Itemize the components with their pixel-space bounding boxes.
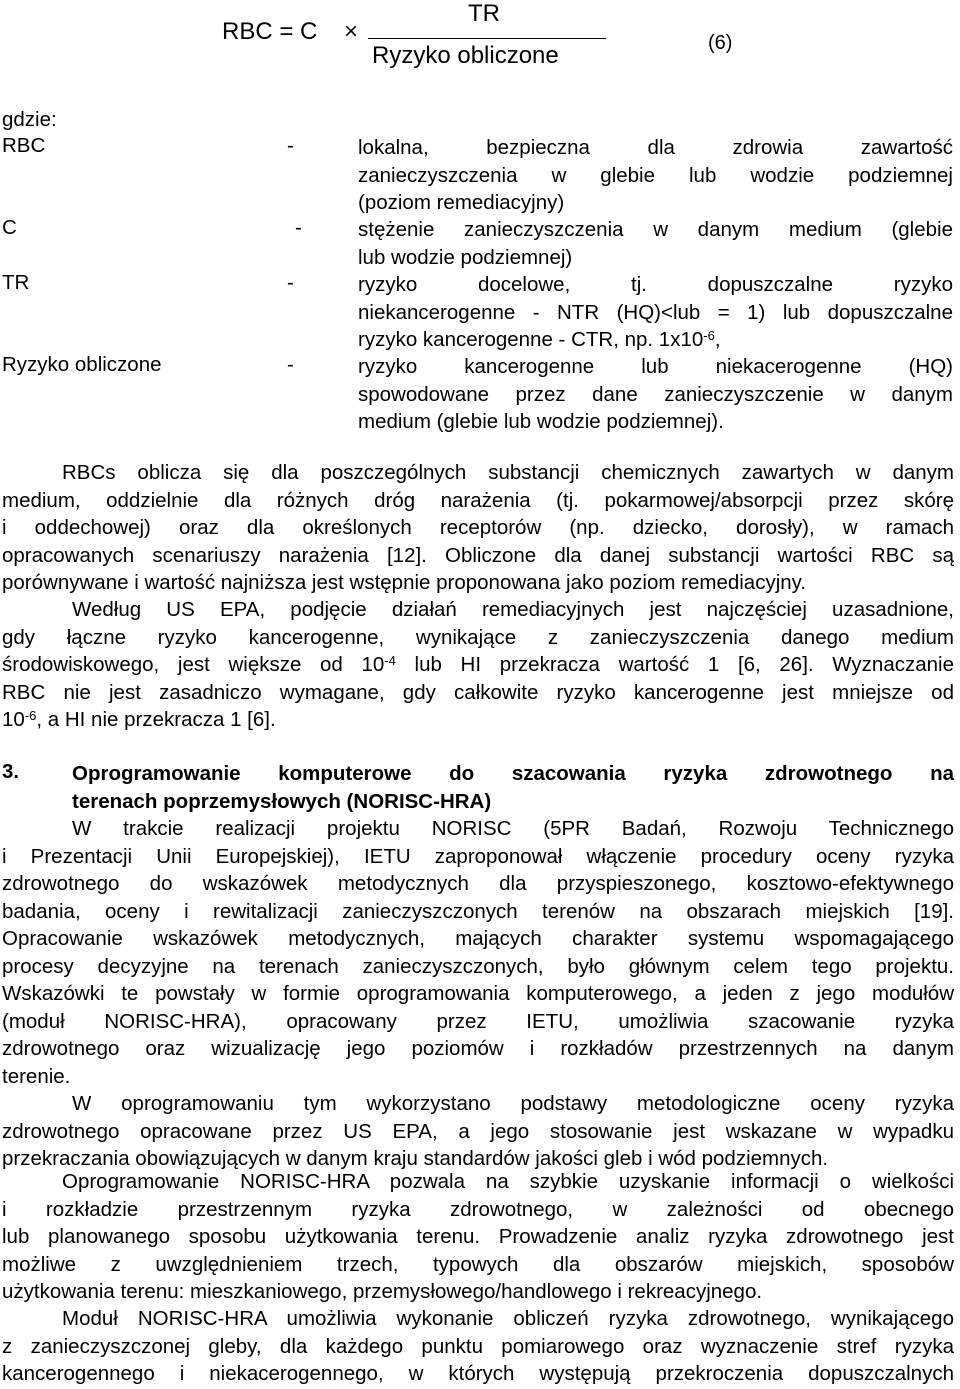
superscript: -6: [24, 708, 37, 723]
text-line: i rozkładzie przestrzennym ryzyka zdrowotnego, w zależności od obecnego: [2, 1197, 954, 1221]
text-line: procesy decyzyjne na terenach zanieczyszczonych, było głównym celem tego projektu.: [2, 954, 954, 978]
paragraph: [2, 1090, 954, 1173]
text-line: i Prezentacji Unii Europejskiej), IETU zaproponował włączenie procedury oceny ryzyka: [2, 844, 954, 868]
paragraph: [2, 1168, 954, 1306]
text-line: Moduł NORISC-HRA umożliwia wykonanie obliczeń ryzyka zdrowotnego, wynikającego: [62, 1307, 954, 1330]
text-line: [2, 651, 954, 679]
formula: [0, 0, 960, 80]
fraction-bar: [368, 38, 606, 39]
paragraph: [2, 596, 954, 734]
paragraph: [2, 1305, 954, 1388]
superscript: -4: [384, 653, 396, 668]
definition-term-c: C: [2, 216, 17, 239]
paragraph: [2, 459, 954, 597]
text-line: lokalna, bezpieczna dla zdrowia zawartość: [358, 136, 953, 159]
text-line: ryzyko docelowe, tj. dopuszczalne ryzyko: [358, 273, 953, 296]
text-line: lub wodzie podziemnej): [358, 245, 573, 269]
text-line: zdrowotnego oraz wizualizację jego poziomów i rozkładów przestrzennych na danym: [2, 1037, 954, 1060]
text-line: opracowanych scenariuszy narażenia [12]. Obliczone dla danej substancji wartości RBC są: [2, 543, 954, 567]
text-line: ryzyko kancerogenne lub niekacerogenne (HQ): [358, 355, 953, 378]
text-line: Oprogramowanie komputerowe do szacowania ryzyka zdrowotnego na: [72, 762, 954, 785]
text-line: z zanieczyszczonej gleby, dla każdego punktu pomiarowego oraz wyznaczenie stref ryzyka: [2, 1334, 954, 1358]
definition-desc-rbc: [358, 134, 953, 217]
text-line: W oprogramowaniu tym wykorzystano podstawy metodologiczne oceny ryzyka: [72, 1092, 954, 1115]
text-line: terenach poprzemysłowych (NORISC-HRA): [72, 789, 492, 813]
definition-desc-c: [358, 216, 953, 271]
equation-number: (6): [708, 32, 733, 54]
text-line: Wskazówki te powstały w formie oprogramowania komputerowego, a jeden z jego modułów: [2, 982, 954, 1005]
text-line: badania, oceny i rewitalizacji zanieczyszczonych terenów na obszarach miejskich [19].: [2, 899, 954, 923]
text-line: (poziom remediacyjny): [358, 191, 565, 214]
text-line: Opracowanie wskazówek metodycznych, mających charakter systemu wspomagającego: [2, 927, 954, 950]
paragraph: [2, 815, 954, 1090]
section-heading: [2, 760, 954, 816]
text-line: [2, 706, 954, 734]
text-line: możliwe z uwzględnieniem trzech, typowych dla obszarów miejskich, sposobów: [2, 1252, 954, 1276]
text-line: gdy łączne ryzyko kancerogenne, wynikające z zanieczyszczenia danego medium: [2, 625, 954, 649]
text-line: (moduł NORISC-HRA), opracowany przez IETU, umożliwia szacowanie ryzyka: [2, 1009, 954, 1033]
text-fragment: ,: [714, 328, 721, 351]
text-line: zdrowotnego do wskazówek metodycznych dla przyspieszonego, kosztowo-efektywnego: [2, 872, 954, 895]
where-label: gdzie:: [2, 108, 57, 131]
superscript: -6: [703, 328, 715, 343]
text-line: lub planowanego sposobu użytkowania terenu. Prowadzenie analiz ryzyka zdrowotnego jest: [2, 1225, 954, 1248]
text-line: zanieczyszczenia w glebie lub wodzie podziemnej: [358, 163, 953, 187]
text-line: RBCs oblicza się dla poszczególnych substancji chemicznych zawartych w danym: [62, 461, 954, 484]
formula-times-sign: ×: [344, 18, 359, 45]
text-line: porównywane i wartość najniższa jest wstępnie proponowana jako poziom remediacyjny.: [2, 571, 807, 594]
definition-dash: -: [287, 353, 294, 376]
section-title: [72, 760, 954, 815]
text-line: niekancerogenne - NTR (HQ)<lub = 1) lub dopuszczalne: [358, 300, 953, 324]
text-line: W trakcie realizacji projektu NORISC (5PR Badań, Rozwoju Technicznego: [72, 817, 954, 840]
text-fragment: 10: [2, 708, 25, 731]
text-fragment: , a HI nie przekracza 1 [6].: [36, 708, 276, 731]
text-line: terenie.: [2, 1064, 71, 1088]
text-line: stężenie zanieczyszczenia w danym medium (glebie: [358, 218, 953, 241]
text-line: Oprogramowanie NORISC-HRA pozwala na szybkie uzyskanie informacji o wielkości: [62, 1170, 954, 1193]
text-line: kancerogennego i niekacerogennego, w których występują przekroczenia dopuszczalnych: [2, 1362, 954, 1385]
definition-term-rbc: RBC: [2, 134, 46, 157]
definition-desc-tr: [358, 271, 953, 354]
formula-numerator: TR: [468, 0, 500, 27]
text-line: użytkowania terenu: mieszkaniowego, przemysłowego/handlowego i rekreacyjnego.: [2, 1280, 763, 1303]
definition-term-ryzyko-obliczone: Ryzyko obliczone: [2, 353, 162, 376]
text-fragment: środowiskowego, jest większe od 10: [2, 653, 385, 676]
text-line: spowodowane przez dane zanieczyszczenie w danym: [358, 382, 953, 406]
section-number: 3.: [2, 760, 20, 783]
definition-desc-ryzyko-obliczone: [358, 353, 953, 436]
text-line: i oddechowej) oraz dla określonych receptorów (np. dziecko, dorosły), w ramach: [2, 516, 954, 539]
text-line: [358, 326, 953, 354]
formula-denominator: Ryzyko obliczone: [372, 42, 559, 69]
definition-dash: -: [295, 216, 302, 239]
text-fragment: ryzyko kancerogenne - CTR, np. 1x10: [358, 328, 704, 351]
text-line: medium, oddzielnie dla różnych dróg narażenia (tj. pokarmowej/absorpcji przez skórę: [2, 488, 954, 512]
text-line: RBC nie jest zasadniczo wymagane, gdy całkowite ryzyko kancerogenne jest mniejsze od: [2, 680, 954, 704]
definition-dash: -: [287, 134, 294, 157]
text-fragment: lub HI przekracza wartość 1 [6, 26]. Wyznaczanie: [395, 653, 954, 676]
text-line: medium (glebie lub wodzie podziemnej).: [358, 410, 724, 433]
text-line: zdrowotnego opracowane przez US EPA, a jego stosowanie jest wskazane w wypadku: [2, 1119, 954, 1143]
text-line: Według US EPA, podjęcie działań remediacyjnych jest najczęściej uzasadnione,: [72, 598, 954, 621]
formula-lhs: RBC = C: [222, 18, 318, 45]
text-line: przekraczania obowiązujących w danym kraju standardów jakości gleb i wód podziemnych.: [2, 1147, 829, 1170]
definition-dash: -: [287, 271, 294, 294]
definition-term-tr: TR: [2, 271, 30, 294]
